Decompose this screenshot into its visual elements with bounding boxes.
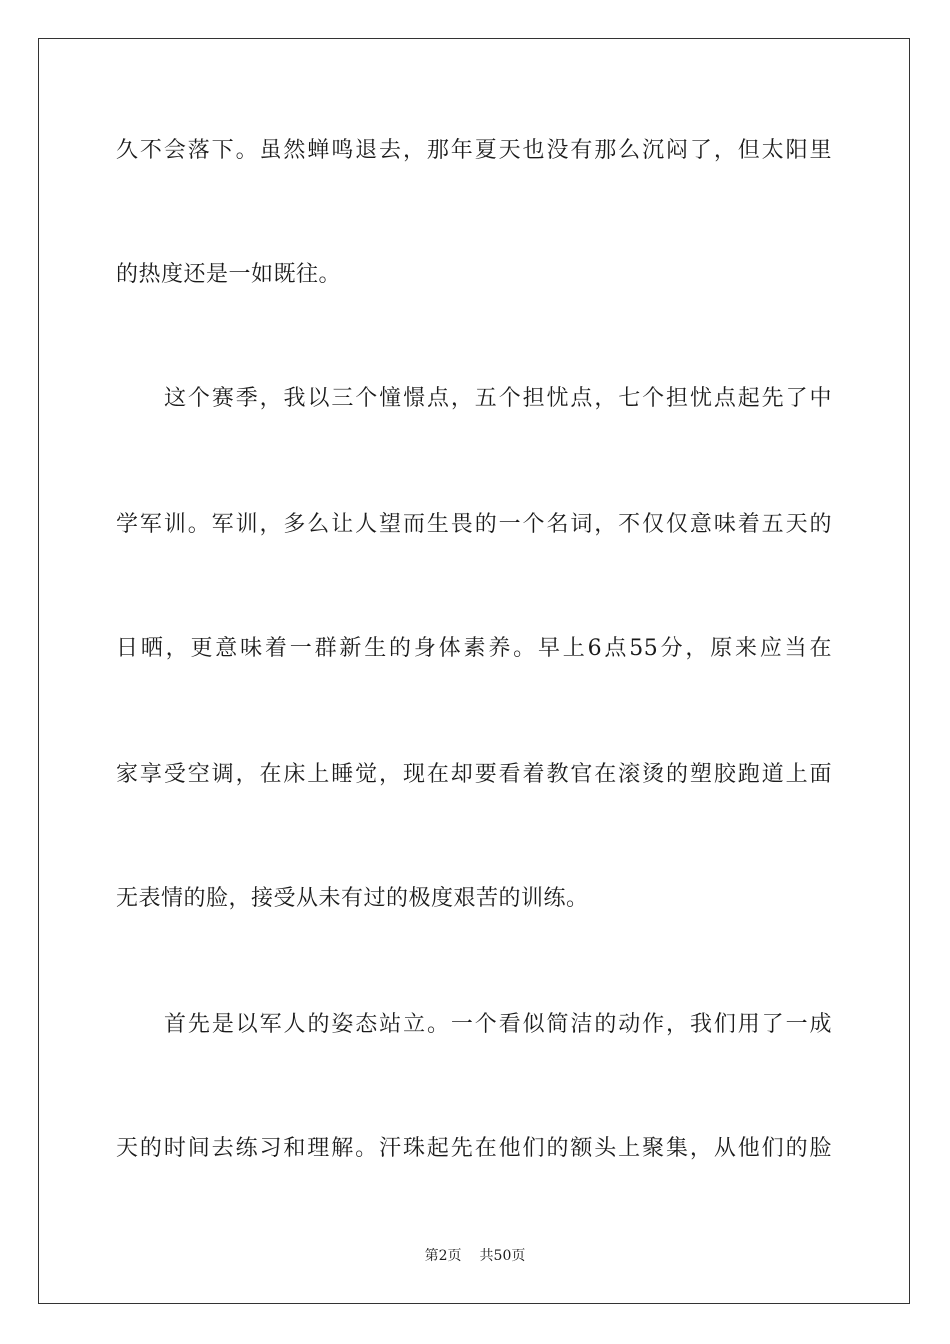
paragraph-line: 天的时间去练习和理解。汗珠起先在他们的额头上聚集，从他们的脸 [116,1136,832,1161]
paragraph-line: 无表情的脸，接受从未有过的极度艰苦的训练。 [116,886,589,911]
page-footer [0,1247,950,1265]
paragraph-line: 首先是以军人的姿态站立。一个看似简洁的动作，我们用了一成 [164,1012,832,1037]
paragraph-line: 这个赛季，我以三个憧憬点，五个担忧点，七个担忧点起先了中 [164,386,832,411]
page-total: 共50页 [479,1248,526,1264]
paragraph-line: 学军训。军训，多么让人望而生畏的一个名词，不仅仅意味着五天的 [116,512,832,537]
paragraph-line: 家享受空调，在床上睡觉，现在却要看着教官在滚烫的塑胶跑道上面 [116,762,832,787]
page-number: 第2页 [424,1248,462,1264]
paragraph-line: 久不会落下。虽然蝉鸣退去，那年夏天也没有那么沉闷了，但太阳里 [116,138,832,163]
paragraph-line: 的热度还是一如既往。 [116,262,342,287]
paragraph-line: 日晒，更意味着一群新生的身体素养。早上6点55分，原来应当在 [116,636,832,661]
page-border [38,38,910,1304]
